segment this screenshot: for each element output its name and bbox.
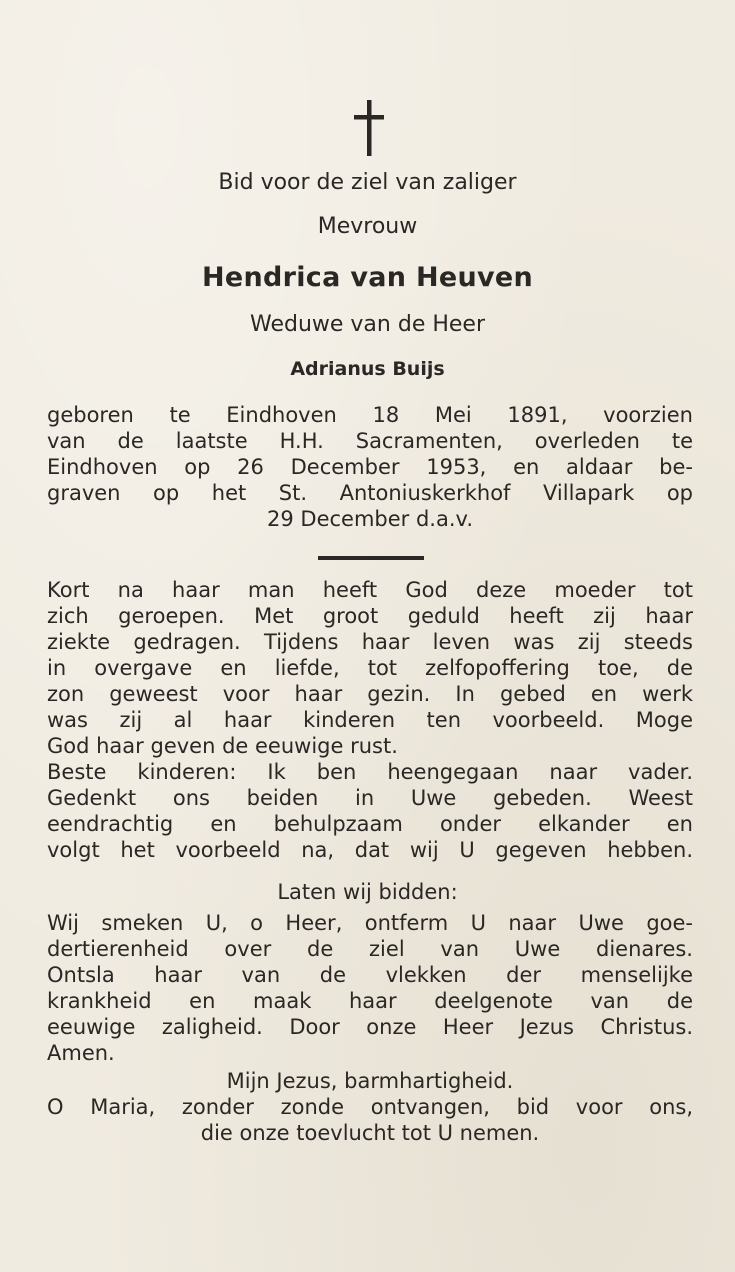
prayer-line: eeuwige zaligheid. Door onze Heer Jezus Christus.: [47, 1015, 693, 1039]
title-line: Mevrouw: [317, 214, 418, 239]
tribute-paragraph: [47, 577, 693, 863]
deceased-name: Hendrica van Heuven: [201, 262, 534, 293]
biography-line: geboren te Eindhoven 18 Mei 1891, voorzien: [47, 403, 693, 427]
tribute-line: eendrachtig en behulpzaam onder elkander en: [47, 812, 693, 836]
prayer-heading: Laten wij bidden:: [277, 880, 458, 904]
tribute-line: God haar geven de eeuwige rust.: [47, 734, 398, 758]
prayer-line: Wij smeken U, o Heer, ontferm U naar Uwe goe-: [47, 911, 693, 935]
tribute-line: Gedenkt ons beiden in Uwe gebeden. Weest: [47, 786, 693, 810]
biography-line: Eindhoven op 26 December 1953, en aldaar be-: [47, 455, 693, 479]
prayer-paragraph: [47, 910, 693, 1066]
section-divider: [318, 556, 424, 560]
invocation-line: die onze toevlucht tot U nemen.: [200, 1121, 540, 1145]
tribute-line: ziekte gedragen. Tijdens haar leven was zij steeds: [47, 630, 693, 654]
prayer-request-line: Bid voor de ziel van zaliger: [218, 170, 517, 195]
tribute-line: zon geweest voor haar gezin. In gebed en werk: [47, 682, 693, 706]
relation-line: Weduwe van de Heer: [249, 312, 486, 337]
prayer-line: dertierenheid over de ziel van Uwe dienares.: [47, 937, 693, 961]
tribute-line: in overgave en liefde, tot zelfopoffering toe, de: [47, 656, 693, 680]
biography-line: graven op het St. Antoniuskerkhof Villapark op: [47, 481, 693, 505]
prayer-line: krankheid en maak haar deelgenote van de: [47, 989, 693, 1013]
prayer-line: Ontsla haar van de vlekken der menselijke: [47, 963, 693, 987]
prayer-line: Amen.: [47, 1041, 115, 1065]
tribute-line: Kort na haar man heeft God deze moeder tot: [47, 578, 693, 602]
closing-invocations: [47, 1068, 693, 1146]
invocation-line: Mijn Jezus, barmhartigheid.: [226, 1069, 514, 1093]
tribute-line: was zij al haar kinderen ten voorbeeld. Moge: [47, 708, 693, 732]
biography-paragraph: [47, 402, 693, 532]
tribute-line: volgt het voorbeeld na, dat wij U gegeven hebben.: [47, 838, 693, 862]
tribute-line: zich geroepen. Met groot geduld heeft zij haar: [47, 604, 693, 628]
husband-name: Adrianus Buijs: [290, 358, 445, 380]
invocation-line: O Maria, zonder zonde ontvangen, bid voor ons,: [47, 1095, 693, 1119]
biography-line: 29 December d.a.v.: [267, 507, 473, 531]
tribute-line: Beste kinderen: Ik ben heengegaan naar vader.: [47, 760, 693, 784]
latin-cross-icon: [352, 100, 386, 156]
biography-line: van de laatste H.H. Sacramenten, overleden te: [47, 429, 693, 453]
